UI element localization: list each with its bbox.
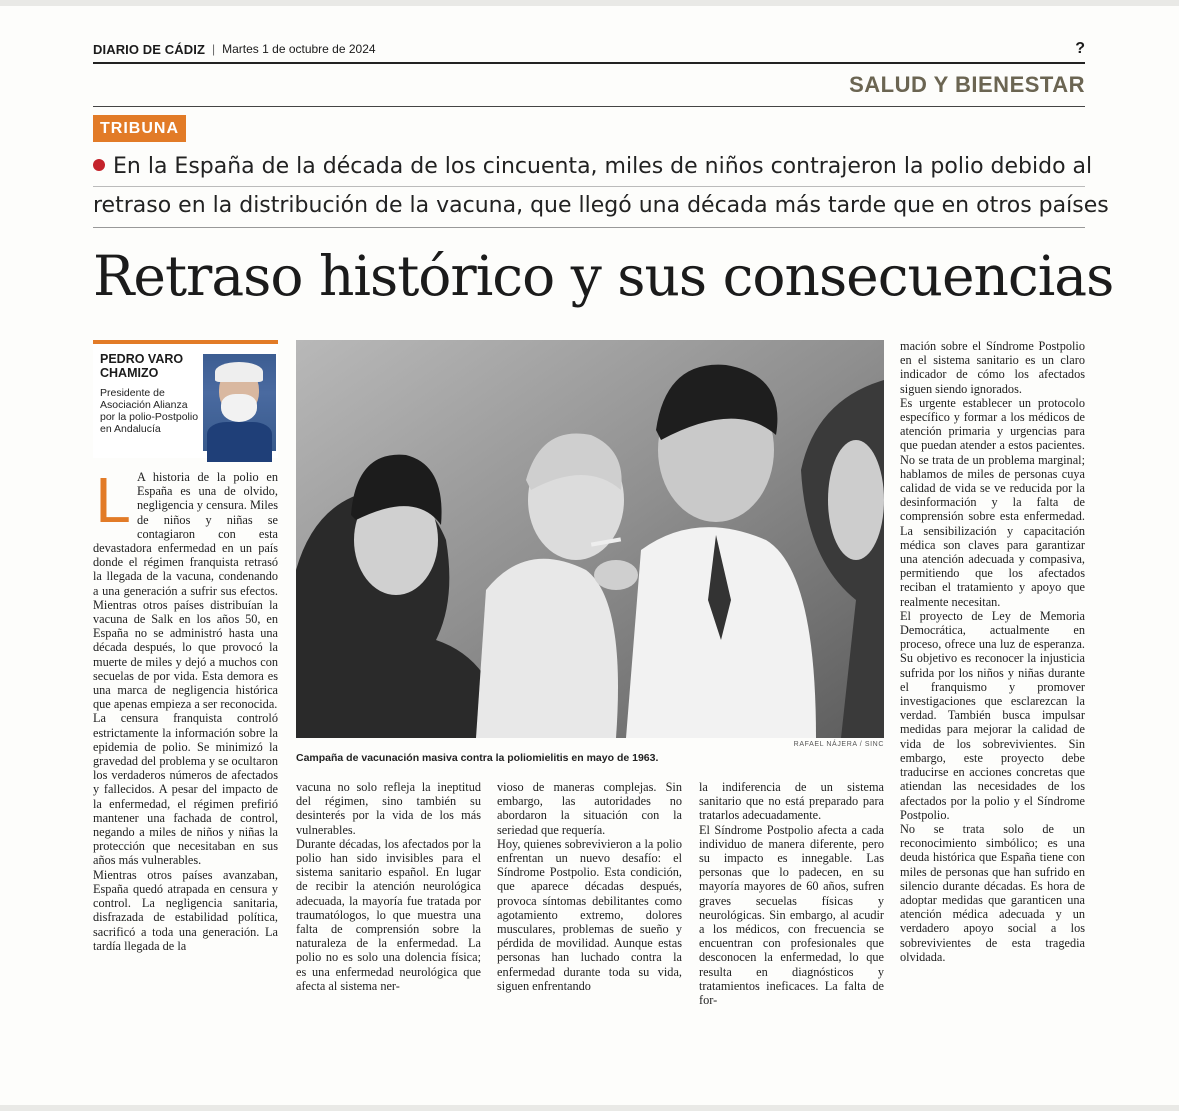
- lead-summary: [93, 148, 1109, 225]
- bullet-icon: [93, 159, 105, 171]
- article-headline: Retraso histórico y sus consecuencias: [93, 244, 1114, 308]
- article-column-5: mación sobre el Síndrome Postpolio en el sistema sanitario es un claro indicador de cómo los afectados siguen siendo ignorados. Es urgente establecer un protocolo específico y formar a los médicos de atención primaria y urgencias para que puedan atender a estos pacientes. No se trata de un problema marginal; hablamos de miles de personas cuya calidad de vida se ve reducida por la desinformación y la falta de comprensión sobre esta enfermedad. La sensibilización y capacitación médica son claves para garantizar una atención adecuada y compasiva, permitiendo que los afectados reciban el tratamiento y apoyo que realmente necesitan. El proyecto de Ley de Memoria Democrática, actualmente en proceso, ofrece una luz de esperanza. Su objetivo es reconocer la injusticia sufrida por los niños y niñas durante el franquismo y promover investigaciones que esclarezcan la verdad. También busca impulsar medidas para mejorar la calidad de vida de los sobrevivientes. Sin embargo, este proyecto debe traducirse en acciones concretas que atiendan las necesidades de los afectados por la polio y el Síndrome Postpolio. No se trata solo de un reconocimiento simbólico; es una deuda histórica que España tiene con miles de personas que han sufrido en silencio durante décadas. Es hora de adoptar medidas que garanticen una atención médica adecuada y un verdadero apoyo social a los sobrevivientes de esta tragedia olvidada.: [900, 339, 1085, 964]
- photo-caption: Campaña de vacunación masiva contra la poliomielitis en mayo de 1963.: [296, 752, 659, 764]
- author-name: PEDRO VARO CHAMIZO: [100, 352, 184, 380]
- article-photo: [296, 340, 884, 738]
- article-column-4: la indiferencia de un sistema sanitario que no está preparado para tratarlos adecuadamente. El Síndrome Postpolio afecta a cada individuo de manera diferente, pero su impacto es innegable. Las personas que lo padecen, en su mayoría mayores de 60 años, sufren graves secuelas físicas y neurológicas. Sin embargo, al acudir a los médicos, con frecuencia se encuentran con profesionales que desconocen la enfermedad, lo que resulta en diagnósticos y tratamientos ineficaces. La falta de for-: [699, 780, 884, 1008]
- lead-text-1: En la España de la década de los cincuenta, miles de niños contrajeron la polio debido al: [113, 154, 1093, 179]
- lead-divider: [93, 227, 1085, 228]
- author-photo: [203, 354, 276, 451]
- page-edge: [0, 1105, 1179, 1111]
- author-role: Presidente de Asociación Alianza por la polio-Postpolio en Andalucía: [100, 387, 199, 435]
- lead-line-2: [93, 187, 1109, 225]
- column-1-text: A historia de la polio en España es una de olvido, negligencia y censura. Miles de niños y niñas se contagiaron con esta devastadora enfermedad en un país donde el régimen franquista retrasó la llegada de la vacuna, condenando a una generación a sufrir sus efectos. Mientras otros países distribuían la vacuna de Salk en los años 50, en España no se administró hasta una década después, lo que provocó la muerte de miles y dejó a muchos con secuelas de por vida. Esta demora es una marca de negligencia histórica que apenas empieza a ser reconocida. La censura franquista controló estrictamente la información sobre la epidemia de polio. Se minimizó la gravedad del problema y se ocultaron los verdaderos números de afectados y fallecidos. A pesar del impacto de la enfermedad, el régimen prefirió mantener una fachada de control, negando a miles de niños y niñas la protección que necesitaban en sus años más vulnerables. Mientras otros países avanzaban, España quedó atrapada en censura y control. La negligencia sanitaria, disfrazada de estabilidad política, sacrificó a toda una generación. La tardía llegada de la: [93, 470, 278, 953]
- page-edge: [0, 0, 1179, 6]
- lead-text-2: retraso en la distribución de la vacuna, que llegó una década más tarde que en otros países: [93, 193, 1109, 218]
- newspaper-name: DIARIO DE CÁDIZ: [93, 41, 205, 57]
- publication-date: Martes 1 de octubre de 2024: [222, 42, 376, 56]
- photo-credit: RAFAEL NÁJERA / SINC: [793, 741, 884, 748]
- article-column-3: vioso de maneras complejas. Sin embargo, las autoridades no abordaron la situación con la seriedad que requería. Hoy, quienes sobrevivieron a la polio enfrentan un nuevo desafío: el Síndrome Postpolio. Esta condición, que aparece décadas después, provoca síntomas debilitantes como agotamiento extremo, dolores musculares, problemas de sueño y pérdida de movilidad. Aunque estas personas han luchado contra la enfermedad durante toda su vida, siguen enfrentando: [497, 780, 682, 993]
- dropcap: L: [95, 464, 131, 536]
- lead-line-1: [93, 148, 1093, 187]
- section-title: SALUD Y BIENESTAR: [849, 72, 1085, 97]
- article-column-1: [93, 464, 278, 1000]
- author-box: [93, 340, 278, 458]
- page-marker: ?: [1075, 40, 1085, 57]
- kicker-badge: TRIBUNA: [93, 115, 186, 142]
- article-column-2: vacuna no solo refleja la ineptitud del régimen, sino también su desinterés por la vida de los más vulnerables. Durante décadas, los afectados por la polio han sido invisibles para el sistema sanitario español. En lugar de recibir la atención neurológica adecuada, la mayoría fue tratada por traumatólogos, lo que muestra una falta de comprensión sobre la naturaleza de la enfermedad. La polio no es solo una dolencia física; es una enfermedad neurológica que afecta al sistema ner-: [296, 780, 481, 993]
- page-header: [93, 36, 1085, 64]
- section-divider: [93, 106, 1085, 107]
- header-separator: |: [212, 42, 216, 56]
